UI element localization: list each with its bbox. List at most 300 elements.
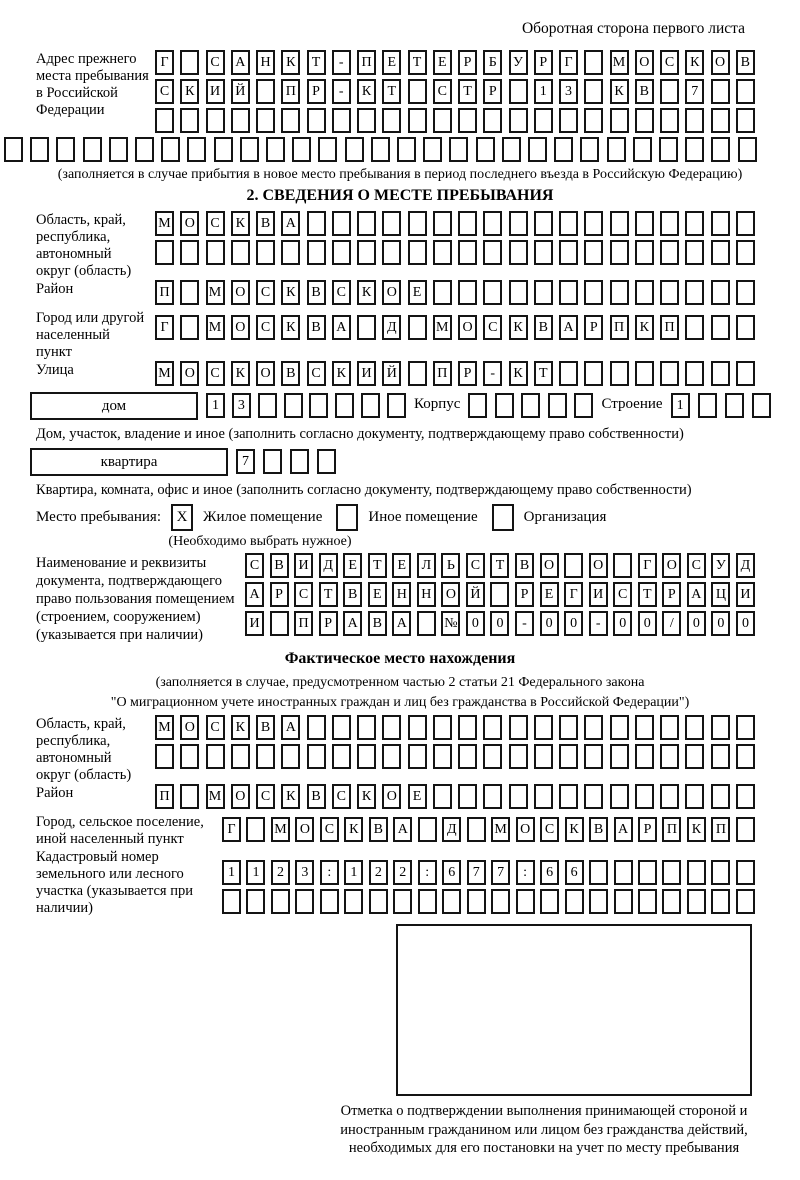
- form-cell: 7: [236, 449, 255, 474]
- form-cell: [256, 240, 275, 265]
- form-cell: :: [320, 860, 339, 885]
- form-cell: [155, 240, 174, 265]
- form-cell: С: [256, 784, 275, 809]
- document-row-2: [245, 582, 755, 607]
- form-cell: [263, 449, 282, 474]
- kvartira-cells: [236, 449, 336, 474]
- form-cell: [408, 211, 427, 236]
- form-cell: [433, 280, 452, 305]
- stroenie-cells: [671, 393, 771, 418]
- korpus-cells: [468, 393, 593, 418]
- form-cell: К: [281, 280, 300, 305]
- form-cell: [559, 211, 578, 236]
- form-cell: [635, 361, 654, 386]
- form-cell: [534, 240, 553, 265]
- form-cell: [711, 108, 730, 133]
- form-cell: [408, 315, 427, 340]
- raion-row: [155, 280, 755, 305]
- form-cell: [56, 137, 75, 162]
- form-cell: [332, 715, 351, 740]
- form-cell: Ь: [441, 553, 460, 578]
- fact-oblast-block: [0, 715, 800, 784]
- form-cell: [458, 784, 477, 809]
- option-zhiloe-label: Жилое помещение: [203, 509, 323, 525]
- form-cell: [509, 240, 528, 265]
- fact-oblast-label: Область, край, республика, автономный округ (область): [36, 716, 132, 783]
- form-cell: Р: [458, 50, 477, 75]
- form-cell: [736, 817, 755, 842]
- form-cell: К: [231, 211, 250, 236]
- form-cell: [660, 240, 679, 265]
- dom-cells: [206, 393, 406, 418]
- form-cell: [318, 137, 337, 162]
- form-cell: 6: [540, 860, 559, 885]
- form-cell: О: [180, 715, 199, 740]
- form-cell: [369, 889, 388, 914]
- checkbox-organizatsiya: [492, 504, 514, 531]
- form-cell: [433, 715, 452, 740]
- form-cell: С: [483, 315, 502, 340]
- form-cell: 0: [736, 611, 755, 636]
- fact-title: Фактическое место нахождения: [284, 650, 516, 667]
- form-cell: 2: [271, 860, 290, 885]
- form-cell: К: [357, 280, 376, 305]
- form-cell: [382, 240, 401, 265]
- form-cell: [635, 108, 654, 133]
- form-cell: П: [610, 315, 629, 340]
- form-cell: Д: [382, 315, 401, 340]
- form-cell: В: [589, 817, 608, 842]
- form-cell: [736, 860, 755, 885]
- form-cell: [711, 240, 730, 265]
- form-cell: [266, 137, 285, 162]
- form-cell: Т: [534, 361, 553, 386]
- form-cell: [725, 393, 744, 418]
- form-cell: В: [281, 361, 300, 386]
- form-cell: [206, 108, 225, 133]
- form-cell: Т: [490, 553, 509, 578]
- form-cell: [307, 108, 326, 133]
- form-cell: В: [515, 553, 534, 578]
- form-cell: 7: [685, 79, 704, 104]
- form-cell: [607, 137, 626, 162]
- korpus-label: Корпус: [414, 396, 461, 412]
- form-cell: [393, 889, 412, 914]
- form-cell: [610, 211, 629, 236]
- form-cell: [509, 744, 528, 769]
- form-cell: [180, 108, 199, 133]
- form-cell: [30, 137, 49, 162]
- form-cell: М: [155, 211, 174, 236]
- form-cell: 0: [466, 611, 485, 636]
- form-cell: [408, 240, 427, 265]
- form-cell: [685, 744, 704, 769]
- form-cell: [161, 137, 180, 162]
- form-cell: [698, 393, 717, 418]
- form-cell: [589, 889, 608, 914]
- form-cell: [610, 784, 629, 809]
- form-cell: С: [332, 784, 351, 809]
- form-cell: [246, 889, 265, 914]
- form-cell: А: [392, 611, 411, 636]
- form-cell: [635, 715, 654, 740]
- form-cell: 1: [344, 860, 363, 885]
- form-cell: [357, 744, 376, 769]
- form-cell: Р: [534, 50, 553, 75]
- form-cell: [155, 108, 174, 133]
- form-cell: [584, 240, 603, 265]
- form-cell: М: [206, 315, 225, 340]
- form-cell: [109, 137, 128, 162]
- form-cell: Е: [433, 50, 452, 75]
- form-cell: 3: [232, 393, 251, 418]
- form-cell: [231, 108, 250, 133]
- form-cell: [660, 744, 679, 769]
- raion-block: [0, 280, 800, 309]
- form-cell: 6: [442, 860, 461, 885]
- form-cell: [467, 817, 486, 842]
- form-cell: [408, 361, 427, 386]
- form-cell: [317, 449, 336, 474]
- form-cell: [554, 137, 573, 162]
- form-cell: [711, 137, 730, 162]
- form-cell: 1: [222, 860, 241, 885]
- form-cell: [534, 280, 553, 305]
- page-side-note: Оборотная сторона первого листа: [521, 20, 745, 37]
- form-cell: [433, 108, 452, 133]
- form-cell: У: [711, 553, 730, 578]
- form-cell: [559, 361, 578, 386]
- form-cell: А: [281, 715, 300, 740]
- form-cell: В: [256, 715, 275, 740]
- form-cell: [335, 393, 354, 418]
- form-cell: 7: [467, 860, 486, 885]
- form-cell: 1: [206, 393, 225, 418]
- form-cell: [361, 393, 380, 418]
- form-cell: М: [491, 817, 510, 842]
- kvartira-box: квартира: [30, 448, 228, 476]
- dom-caption: Дом, участок, владение и иное (заполнить согласно документу, подтверждающему право собственности): [36, 426, 684, 442]
- fact-raion-block: [0, 784, 800, 813]
- form-cell: [468, 393, 487, 418]
- form-cell: [584, 108, 603, 133]
- form-cell: В: [534, 315, 553, 340]
- form-cell: К: [180, 79, 199, 104]
- fact-oblast-row-2: [155, 744, 755, 769]
- form-cell: 2: [369, 860, 388, 885]
- form-cell: И: [206, 79, 225, 104]
- form-cell: Г: [222, 817, 241, 842]
- form-cell: [417, 611, 436, 636]
- form-cell: [408, 79, 427, 104]
- form-cell: [584, 744, 603, 769]
- kadastr-block: [0, 848, 800, 918]
- form-cell: [458, 744, 477, 769]
- form-cell: О: [382, 784, 401, 809]
- form-cell: 3: [295, 860, 314, 885]
- form-cell: С: [433, 79, 452, 104]
- kadastr-rows: [222, 848, 755, 918]
- form-cell: [687, 889, 706, 914]
- form-cell: [509, 108, 528, 133]
- form-cell: 0: [613, 611, 632, 636]
- prev-address-row-1: [155, 50, 755, 75]
- form-cell: [638, 860, 657, 885]
- form-cell: [382, 108, 401, 133]
- form-cell: [534, 108, 553, 133]
- form-cell: Е: [408, 784, 427, 809]
- form-cell: [660, 361, 679, 386]
- form-cell: [83, 137, 102, 162]
- form-cell: Г: [638, 553, 657, 578]
- form-cell: [584, 784, 603, 809]
- form-cell: [660, 280, 679, 305]
- form-cell: Т: [638, 582, 657, 607]
- form-cell: К: [357, 79, 376, 104]
- dom-row: [30, 392, 800, 422]
- form-cell: С: [307, 361, 326, 386]
- form-cell: С: [320, 817, 339, 842]
- form-cell: [509, 79, 528, 104]
- form-cell: [309, 393, 328, 418]
- form-cell: Н: [392, 582, 411, 607]
- form-cell: У: [509, 50, 528, 75]
- document-row-3: [245, 611, 755, 636]
- form-cell: В: [635, 79, 654, 104]
- form-cell: [584, 715, 603, 740]
- form-cell: [635, 211, 654, 236]
- form-cell: [685, 315, 704, 340]
- form-cell: [382, 211, 401, 236]
- form-cell: [534, 211, 553, 236]
- form-cell: С: [687, 553, 706, 578]
- form-cell: А: [687, 582, 706, 607]
- form-cell: [662, 860, 681, 885]
- form-cell: [559, 715, 578, 740]
- form-cell: О: [540, 553, 559, 578]
- form-cell: П: [711, 817, 730, 842]
- form-cell: И: [245, 611, 264, 636]
- form-cell: [685, 784, 704, 809]
- form-cell: А: [559, 315, 578, 340]
- prev-address-label: Адрес прежнего места пребывания в Российской Федерации: [36, 51, 149, 118]
- form-cell: [685, 715, 704, 740]
- form-cell: С: [332, 280, 351, 305]
- form-cell: М: [155, 361, 174, 386]
- form-cell: Р: [307, 79, 326, 104]
- form-cell: -: [332, 79, 351, 104]
- kvartira-caption: Квартира, комната, офис и иное (заполнить согласно документу, подтверждающему право собственности): [36, 482, 692, 498]
- form-cell: [580, 137, 599, 162]
- form-cell: К: [610, 79, 629, 104]
- form-cell: [711, 744, 730, 769]
- form-cell: Ц: [711, 582, 730, 607]
- form-cell: [382, 715, 401, 740]
- form-cell: М: [610, 50, 629, 75]
- form-cell: М: [206, 784, 225, 809]
- form-cell: [711, 860, 730, 885]
- form-cell: 2: [393, 860, 412, 885]
- form-cell: [433, 240, 452, 265]
- form-cell: [659, 137, 678, 162]
- form-cell: [736, 280, 755, 305]
- form-cell: О: [711, 50, 730, 75]
- dom-box: дом: [30, 392, 198, 420]
- form-cell: В: [343, 582, 362, 607]
- form-cell: [610, 280, 629, 305]
- gorod-label: Город или другой населенный пункт: [36, 310, 145, 360]
- form-cell: О: [180, 361, 199, 386]
- form-cell: Б: [483, 50, 502, 75]
- form-cell: Т: [319, 582, 338, 607]
- form-cell: [458, 240, 477, 265]
- section2-title: 2. СВЕДЕНИЯ О МЕСТЕ ПРЕБЫВАНИЯ: [246, 187, 554, 204]
- form-cell: Л: [417, 553, 436, 578]
- fact-gorod-block: [0, 813, 800, 848]
- form-cell: [711, 79, 730, 104]
- form-cell: [736, 240, 755, 265]
- form-cell: К: [231, 361, 250, 386]
- form-cell: Р: [515, 582, 534, 607]
- form-cell: [284, 393, 303, 418]
- form-cell: [382, 744, 401, 769]
- form-cell: [559, 744, 578, 769]
- mesto-prebyvaniya-row: [36, 504, 800, 531]
- form-cell: С: [540, 817, 559, 842]
- form-cell: Г: [155, 315, 174, 340]
- form-cell: [687, 860, 706, 885]
- form-cell: [752, 393, 771, 418]
- form-cell: 6: [565, 860, 584, 885]
- stamp-box: [396, 924, 752, 1096]
- form-cell: Е: [343, 553, 362, 578]
- form-cell: К: [687, 817, 706, 842]
- form-cell: Г: [564, 582, 583, 607]
- form-cell: [271, 889, 290, 914]
- form-cell: [584, 50, 603, 75]
- form-cell: [231, 744, 250, 769]
- form-cell: [458, 108, 477, 133]
- form-cell: В: [369, 817, 388, 842]
- form-cell: [357, 108, 376, 133]
- form-cell: П: [281, 79, 300, 104]
- form-cell: И: [294, 553, 313, 578]
- form-cell: [738, 137, 757, 162]
- form-cell: [528, 137, 547, 162]
- form-cell: Р: [483, 79, 502, 104]
- form-cell: [397, 137, 416, 162]
- form-cell: В: [256, 211, 275, 236]
- form-cell: Д: [736, 553, 755, 578]
- form-cell: [736, 889, 755, 914]
- form-cell: К: [685, 50, 704, 75]
- form-cell: [685, 211, 704, 236]
- form-cell: О: [256, 361, 275, 386]
- document-row-1: [245, 553, 755, 578]
- form-cell: Т: [307, 50, 326, 75]
- form-cell: [483, 715, 502, 740]
- form-cell: И: [736, 582, 755, 607]
- form-cell: [458, 715, 477, 740]
- form-cell: [633, 137, 652, 162]
- form-cell: О: [231, 280, 250, 305]
- form-cell: [662, 889, 681, 914]
- form-cell: :: [516, 860, 535, 885]
- form-cell: К: [332, 361, 351, 386]
- form-cell: [685, 108, 704, 133]
- fact-note-2: "О миграционном учете иностранных граждан и лиц без гражданства в Российской Федерации"): [110, 695, 690, 710]
- form-cell: [418, 889, 437, 914]
- form-cell: [521, 393, 540, 418]
- form-cell: [509, 715, 528, 740]
- form-cell: -: [515, 611, 534, 636]
- form-cell: С: [256, 315, 275, 340]
- prev-address-rows: [155, 50, 755, 137]
- form-cell: [332, 744, 351, 769]
- form-cell: [736, 108, 755, 133]
- form-cell: Д: [319, 553, 338, 578]
- form-cell: [408, 715, 427, 740]
- form-cell: [290, 449, 309, 474]
- form-cell: С: [206, 50, 225, 75]
- gorod-block: [0, 309, 800, 361]
- form-cell: [458, 280, 477, 305]
- form-cell: [548, 393, 567, 418]
- form-cell: [423, 137, 442, 162]
- form-cell: Т: [382, 79, 401, 104]
- form-cell: К: [635, 315, 654, 340]
- form-cell: [483, 211, 502, 236]
- form-cell: 0: [638, 611, 657, 636]
- form-cell: М: [271, 817, 290, 842]
- form-cell: С: [256, 280, 275, 305]
- fact-raion-label: Район: [36, 785, 74, 801]
- form-cell: П: [155, 280, 174, 305]
- form-cell: П: [433, 361, 452, 386]
- form-cell: [610, 744, 629, 769]
- form-cell: [635, 240, 654, 265]
- ulitsa-row: [155, 361, 755, 386]
- form-cell: [206, 744, 225, 769]
- document-label: Наименование и реквизиты документа, подтверждающего право пользования помещением (строением, сооружением) (указывается при наличии): [36, 555, 235, 643]
- form-cell: [256, 744, 275, 769]
- form-cell: [540, 889, 559, 914]
- form-cell: [660, 79, 679, 104]
- form-cell: [408, 108, 427, 133]
- form-cell: [180, 280, 199, 305]
- stamp-caption: Отметка о подтверждении выполнения принимающей стороной и иностранным гражданином или лицом без гражданства действий, необходимых для его постановки на учет по месту пребывания: [340, 1103, 748, 1156]
- form-cell: Е: [392, 553, 411, 578]
- form-cell: [660, 108, 679, 133]
- form-cell: К: [357, 784, 376, 809]
- form-cell: О: [635, 50, 654, 75]
- form-cell: Р: [584, 315, 603, 340]
- form-cell: [357, 240, 376, 265]
- form-cell: К: [344, 817, 363, 842]
- form-cell: 1: [534, 79, 553, 104]
- form-cell: Р: [638, 817, 657, 842]
- form-cell: [408, 744, 427, 769]
- oblast-rows: [155, 211, 755, 269]
- form-cell: [584, 211, 603, 236]
- fact-oblast-rows: [155, 715, 755, 773]
- option-inoe-label: Иное помещение: [368, 509, 478, 525]
- form-cell: [458, 211, 477, 236]
- form-cell: [231, 240, 250, 265]
- form-cell: В: [307, 784, 326, 809]
- form-cell: К: [565, 817, 584, 842]
- form-cell: [292, 137, 311, 162]
